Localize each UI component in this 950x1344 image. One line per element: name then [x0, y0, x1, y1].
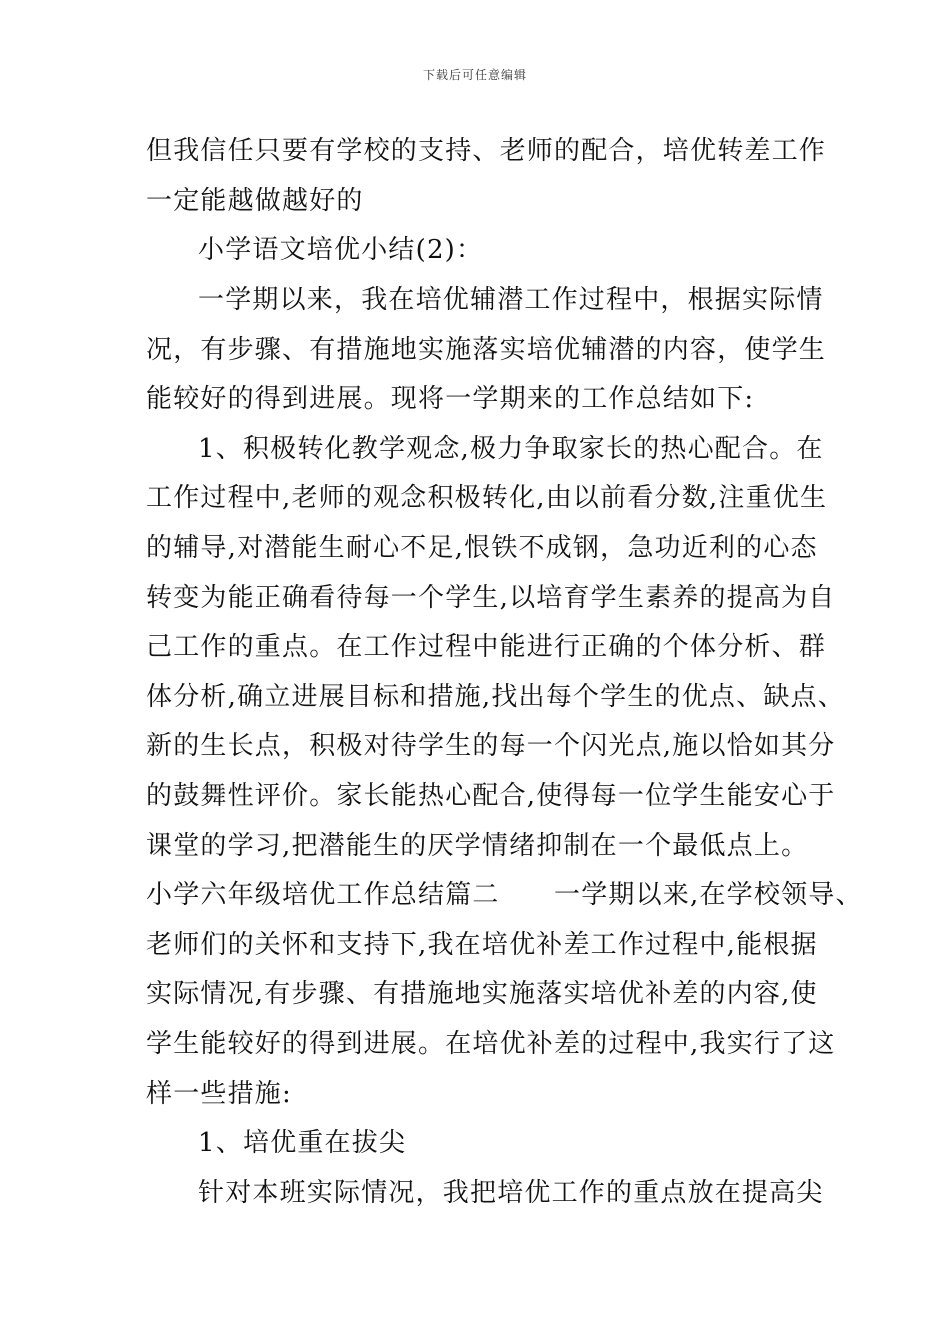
paragraph-line: 工作过程中,老师的观念积极转化,由以前看分数,注重优生: [146, 483, 828, 513]
paragraph-line: 实际情况,有步骤、有措施地实施落实培优补差的内容,使: [146, 979, 818, 1009]
page-header: 下载后可任意编辑: [422, 68, 527, 82]
section-heading: 小学语文培优小结(2)：: [198, 235, 484, 265]
paragraph-line: 课堂的学习,把潜能生的厌学情绪抑制在一个最低点上。: [146, 831, 809, 861]
paragraph-line: 1、积极转化教学观念,极力争取家长的热心配合。在: [198, 434, 824, 464]
paragraph-line: 新的生长点，积极对待学生的每一个闪光点,施以恰如其分: [146, 731, 836, 761]
paragraph-line: 能较好的得到进展。现将一学期来的工作总结如下:: [146, 384, 755, 414]
paragraph-line: 体分析,确立进展目标和措施,找出每个学生的优点、缺点、: [146, 682, 845, 712]
paragraph-line: 学生能较好的得到进展。在培优补差的过程中,我实行了这: [146, 1029, 836, 1059]
paragraph-line: 转变为能正确看待每一个学生,以培育学生素养的提高为自: [146, 583, 836, 613]
paragraph-line: 老师们的关怀和支持下,我在培优补差工作过程中,能根据: [146, 930, 818, 960]
paragraph-line: 况，有步骤、有措施地实施落实培优辅潜的内容，使学生: [146, 335, 827, 365]
paragraph-line: 针对本班实际情况，我把培优工作的重点放在提高尖: [198, 1178, 824, 1208]
paragraph-line: 的鼓舞性评价。家长能热心配合,使得每一位学生能安心于: [146, 781, 836, 811]
paragraph-line: 小学六年级培优工作总结篇二 一学期以来,在学校领导、: [146, 880, 863, 910]
paragraph-line: 一学期以来，我在培优辅潜工作过程中，根据实际情: [198, 285, 824, 315]
paragraph-line: 己工作的重点。在工作过程中能进行正确的个体分析、群: [146, 632, 827, 662]
subsection-heading: 1、培优重在拔尖: [198, 1128, 407, 1158]
paragraph-line: 一定能越做越好的: [146, 186, 364, 216]
paragraph-line: 样一些措施:: [146, 1079, 292, 1109]
paragraph-line: 的辅导,对潜能生耐心不足,恨铁不成钢，急功近利的心态: [146, 533, 818, 563]
paragraph-line: 但我信任只要有学校的支持、老师的配合，培优转差工作: [146, 136, 827, 166]
